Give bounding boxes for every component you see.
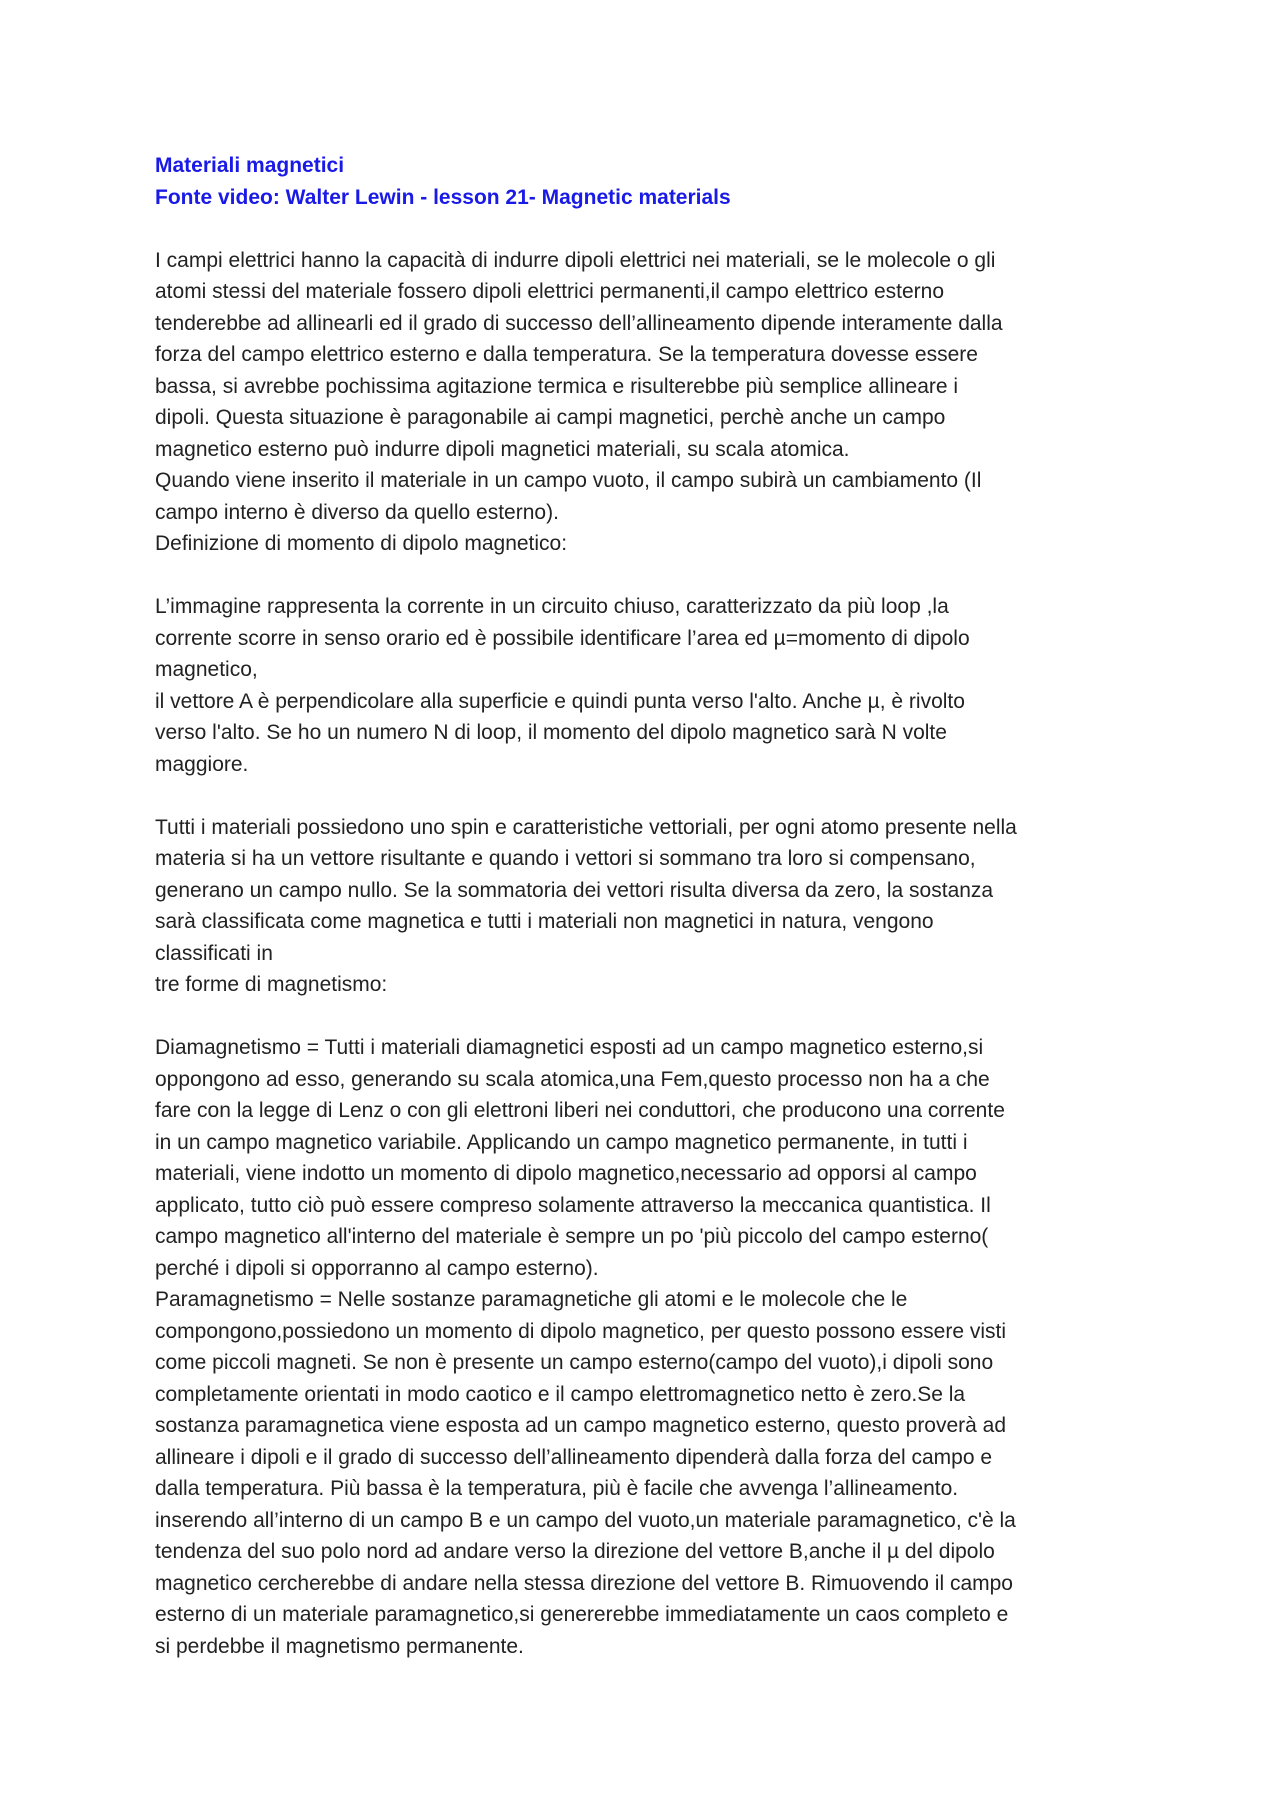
text-line: Diamagnetismo = Tutti i materiali diamagnetici esposti ad un campo magnetico esterno,si <box>155 1036 984 1059</box>
text-line: si perdebbe il magnetismo permanente. <box>155 1634 524 1658</box>
text-line: bassa, si avrebbe pochissima agitazione termica e risulterebbe più semplice allineare i <box>155 374 959 398</box>
text-line: Definizione di momento di dipolo magnetico: <box>155 532 568 555</box>
text-line: generano un campo nullo. Se la sommatoria dei vettori risulta diversa da zero, la sostanza <box>155 878 994 902</box>
text-line: corrente scorre in senso orario ed è possibile identificare l’area ed µ=momento di dipolo <box>155 626 970 650</box>
text-line: forza del campo elettrico esterno e dalla temperatura. Se la temperatura dovesse essere <box>155 343 978 366</box>
text-line: campo interno è diverso da quello esterno). <box>155 500 559 524</box>
text-line: materiali, viene indotto un momento di dipolo magnetico,necessario ad opporsi al campo <box>155 1162 977 1185</box>
text-line: magnetico esterno può indurre dipoli magnetici materiali, su scala atomica. <box>155 437 850 461</box>
text-line: Paramagnetismo = Nelle sostanze paramagnetiche gli atomi e le molecole che le <box>155 1288 908 1311</box>
text-line: campo magnetico all'interno del materiale è sempre un po 'più piccolo del campo esterno( <box>155 1225 989 1248</box>
text-line: dalla temperatura. Più bassa è la temperatura, più è facile che avvenga l’allineamento. <box>155 1477 959 1500</box>
blank-line <box>155 560 1135 592</box>
text-line: dipoli. Questa situazione è paragonabile ai campi magnetici, perchè anche un campo <box>155 406 946 429</box>
text-line: magnetico cercherebbe di andare nella stessa direzione del vettore B. Rimuovendo il campo <box>155 1571 1013 1595</box>
text-line: tre forme di magnetismo: <box>155 973 388 996</box>
text-line: fare con la legge di Lenz o con gli elettroni liberi nei conduttori, che producono una corrente <box>155 1099 1005 1122</box>
text-line: tendenza del suo polo nord ad andare verso la direzione del vettore B,anche il µ del dipolo <box>155 1540 995 1563</box>
text-line: L’immagine rappresenta la corrente in un circuito chiuso, caratterizzato da più loop ,la <box>155 595 949 618</box>
document-page <box>155 150 1135 1662</box>
text-line: classificati in <box>155 941 273 965</box>
document-body <box>155 245 1135 1663</box>
text-line: esterno di un materiale paramagnetico,si genererebbe immediatamente un caos completo e <box>155 1603 1009 1626</box>
text-line: oppongono ad esso, generando su scala atomica,una Fem,questo processo non ha a che <box>155 1067 990 1091</box>
text-line: il vettore A è perpendicolare alla superficie e quindi punta verso l'alto. Anche µ, è rivolto <box>155 689 965 713</box>
document-source: Fonte video: Walter Lewin - lesson 21- Magnetic materials <box>155 185 731 209</box>
text-line: compongono,possiedono un momento di dipolo magnetico, per questo possono essere visti <box>155 1319 1007 1343</box>
text-line: in un campo magnetico variabile. Applicando un campo magnetico permanente, in tutti i <box>155 1130 968 1154</box>
text-line: perché i dipoli si opporranno al campo esterno). <box>155 1256 599 1280</box>
blank-line <box>155 780 1135 812</box>
text-line: applicato, tutto ciò può essere compreso solamente attraverso la meccanica quantistica. Il <box>155 1193 991 1217</box>
spacer <box>155 213 1135 245</box>
text-line: sostanza paramagnetica viene esposta ad un campo magnetico esterno, questo proverà ad <box>155 1414 1007 1437</box>
text-line: materia si ha un vettore risultante e quando i vettori si sommano tra loro si compensano, <box>155 847 976 870</box>
text-line: Tutti i materiali possiedono uno spin e caratteristiche vettoriali, per ogni atomo presente nella <box>155 815 1017 839</box>
document-title: Materiali magnetici <box>155 154 345 177</box>
text-line: allineare i dipoli e il grado di successo dell’allineamento dipenderà dalla forza del campo e <box>155 1445 993 1469</box>
text-line: Quando viene inserito il materiale in un campo vuoto, il campo subirà un cambiamento (Il <box>155 469 982 492</box>
text-line: atomi stessi del materiale fossero dipoli elettrici permanenti,il campo elettrico esterno <box>155 280 945 303</box>
text-line: come piccoli magneti. Se non è presente un campo esterno(campo del vuoto),i dipoli sono <box>155 1351 994 1374</box>
text-line: sarà classificata come magnetica e tutti i materiali non magnetici in natura, vengono <box>155 910 934 933</box>
text-line: inserendo all’interno di un campo B e un campo del vuoto,un materiale paramagnetico, c'è la <box>155 1508 1016 1532</box>
text-line: magnetico, <box>155 658 258 681</box>
blank-line <box>155 1001 1135 1033</box>
text-line: verso l'alto. Se ho un numero N di loop, il momento del dipolo magnetico sarà N volte <box>155 721 947 744</box>
text-line: maggiore. <box>155 752 249 776</box>
document-header <box>155 150 1135 213</box>
text-line: tenderebbe ad allinearli ed il grado di successo dell’allineamento dipende interamente dalla <box>155 311 1003 335</box>
text-line: I campi elettrici hanno la capacità di indurre dipoli elettrici nei materiali, se le molecole o gli <box>155 248 996 272</box>
text-line: completamente orientati in modo caotico e il campo elettromagnetico netto è zero.Se la <box>155 1382 966 1406</box>
